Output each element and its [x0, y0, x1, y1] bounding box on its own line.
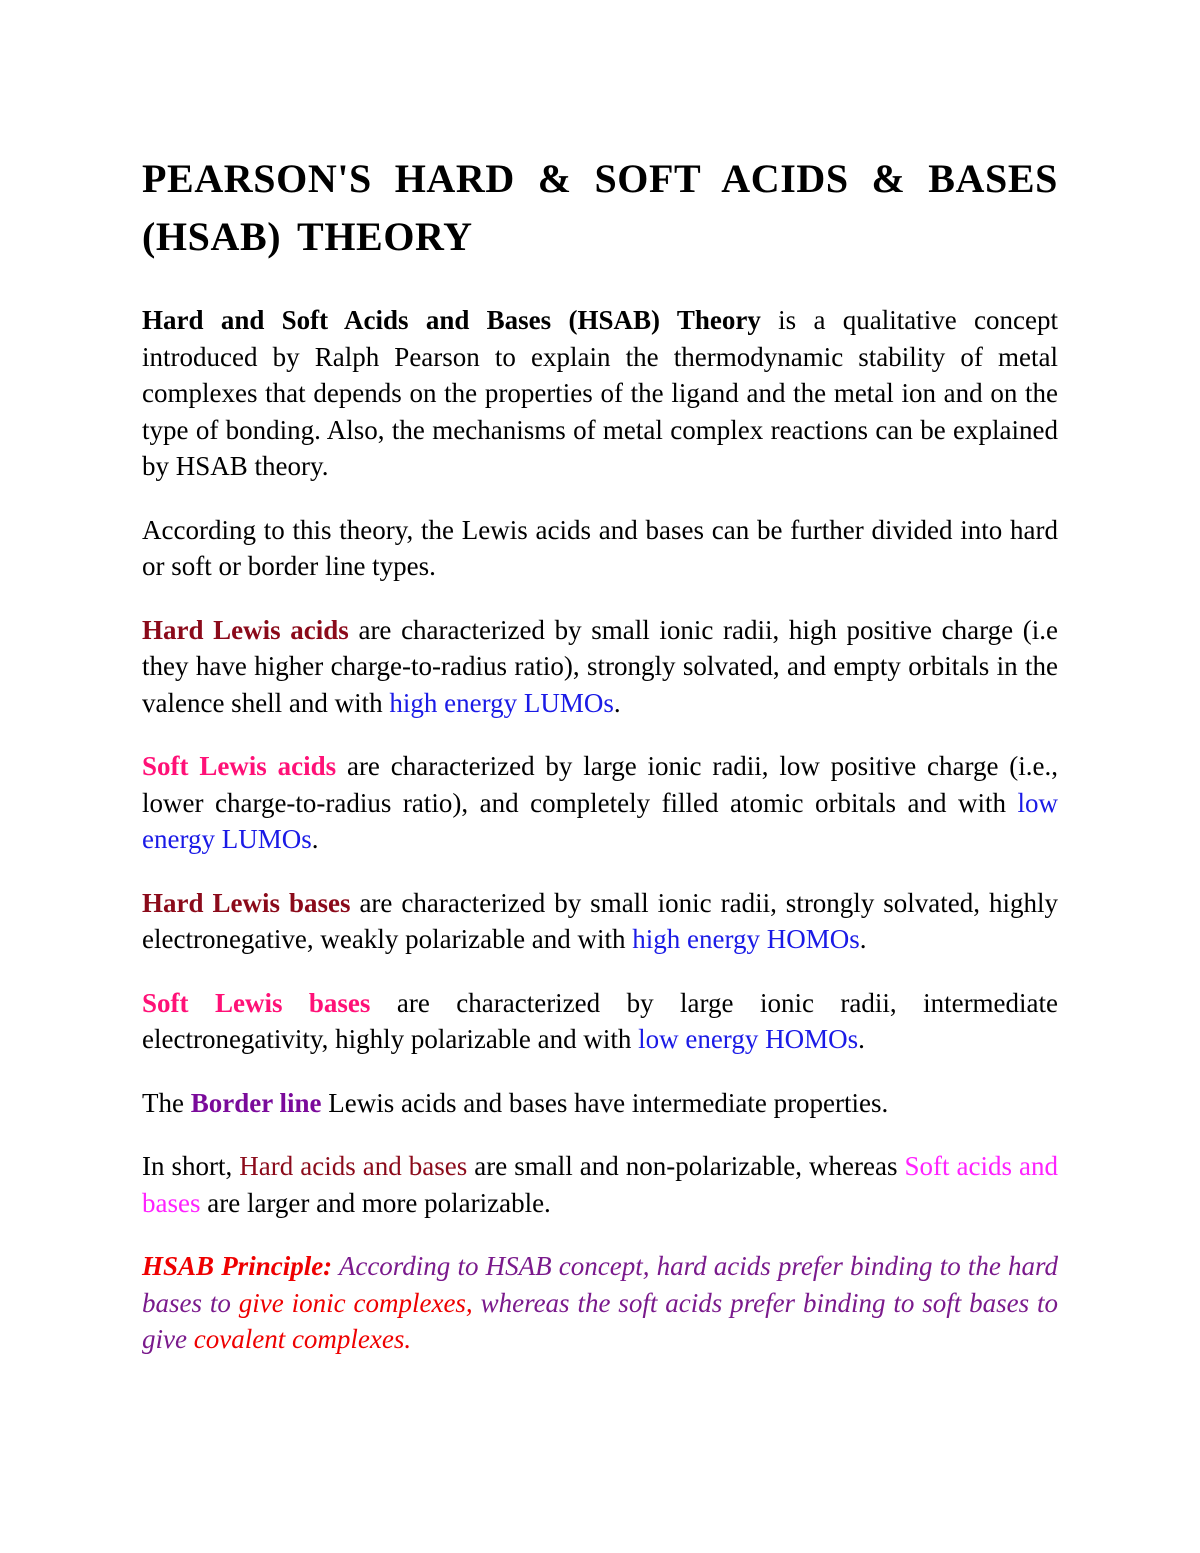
soft-bases-end: . [858, 1024, 865, 1054]
principle-label: HSAB Principle: [142, 1251, 333, 1281]
hsab-theory-term: Hard and Soft Acids and Bases (HSAB) Theory [142, 305, 761, 335]
hard-bases-paragraph [142, 885, 1058, 958]
hard-acids-end: . [613, 687, 621, 718]
document-title: PEARSON'S HARD & SOFT ACIDS & BASES (HSAB) THEORY [142, 156, 1058, 259]
summary-paragraph [142, 1148, 1058, 1221]
summary-mid: are small and non-polarizable, whereas [467, 1151, 905, 1181]
principle-text-1: According to HSAB concept, hard acids prefer binding to the hard bases to [142, 1251, 1058, 1318]
summary-soft: Soft acids and bases [142, 1151, 1058, 1218]
intro-text: is a qualitative concept introduced by Ralph Pearson to explain the thermodynamic stability of metal complexes that depends on the properties of the ligand and the metal ion and on the type of bonding. Also, the mechanisms of metal complex reactions can be explained by HSAB theory. [142, 305, 1058, 481]
soft-bases-paragraph [142, 985, 1058, 1058]
hard-acids-text: are characterized by small ionic radii, high positive charge (i.e they have higher charge-to-radius ratio), strongly solvated, and empty orbitals in the valence shell and with [142, 614, 1058, 718]
soft-bases-highlight-a: low energy [638, 1024, 766, 1054]
principle-red-2: covalent complexes. [193, 1324, 412, 1354]
summary-end: are larger and more polarizable. [200, 1187, 551, 1218]
border-text: Lewis acids and bases have intermediate properties. [321, 1087, 889, 1118]
document-page [142, 150, 1058, 1385]
soft-bases-term: Soft Lewis bases [142, 987, 371, 1018]
soft-acids-highlight: low energy LUMOs [142, 787, 1058, 854]
hard-bases-term: Hard Lewis bases [142, 887, 351, 918]
soft-acids-paragraph [142, 748, 1058, 858]
soft-acids-text: are characterized by large ionic radii, low positive charge (i.e., lower charge-to-radius ratio), and completely filled atomic orbitals and with [142, 751, 1058, 818]
border-pre: The [142, 1087, 191, 1118]
hard-bases-text: are characterized by small ionic radii, strongly solvated, highly electronegative, weakly polarizable and with [142, 887, 1058, 954]
hard-bases-end: . [859, 924, 867, 954]
soft-acids-term: Soft Lewis acids [142, 751, 337, 781]
hsab-principle-paragraph [142, 1248, 1058, 1358]
division-paragraph: According to this theory, the Lewis acids and bases can be further divided into hard or soft or border line types. [142, 514, 1058, 581]
hard-acids-highlight: high energy LUMOs [389, 687, 614, 718]
hard-bases-highlight: high energy HOMOs [632, 924, 860, 954]
intro-paragraph [142, 302, 1058, 485]
soft-acids-end: . [311, 824, 319, 854]
soft-bases-highlight-b: HOMOs [765, 1024, 859, 1054]
principle-text-2: whereas the soft acids prefer binding to soft bases to give [142, 1287, 1058, 1354]
summary-hard: Hard acids and bases [239, 1151, 468, 1181]
hard-acids-paragraph [142, 612, 1058, 722]
soft-bases-text: are characterized by large ionic radii, intermediate electronegativity, highly polarizable and with [142, 987, 1059, 1054]
summary-pre: In short, [142, 1151, 240, 1181]
border-line-term: Border line [190, 1087, 322, 1118]
hard-acids-term: Hard Lewis acids [142, 614, 349, 645]
border-line-paragraph [142, 1085, 1058, 1122]
principle-red-1: give ionic complexes, [238, 1287, 473, 1318]
